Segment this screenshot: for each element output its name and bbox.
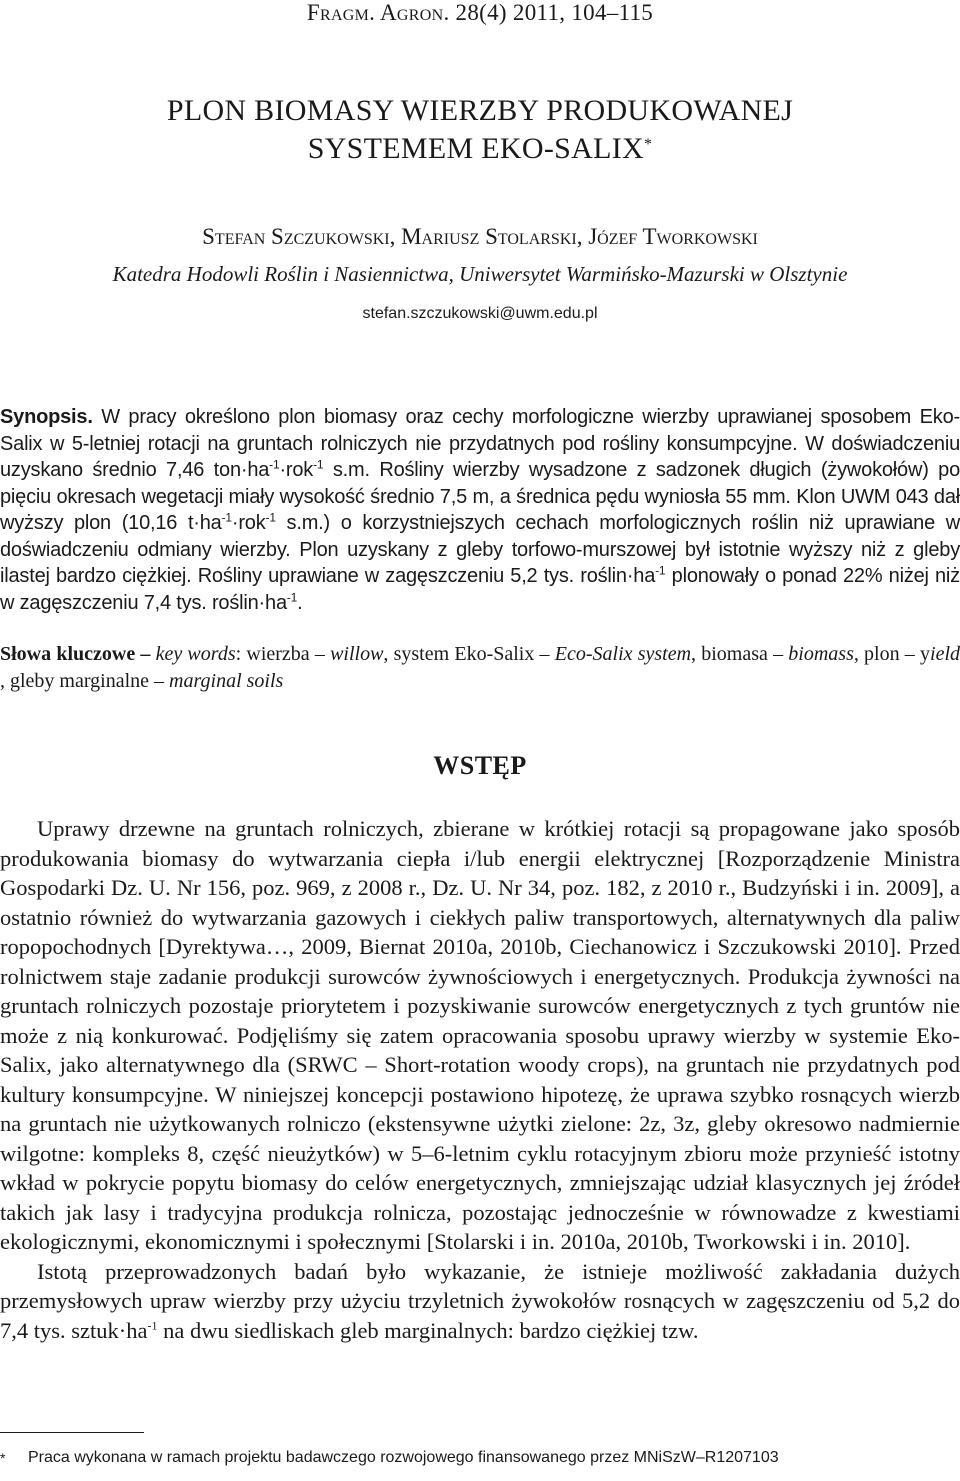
keyword-4-pl: , plon – y — [853, 643, 931, 665]
synopsis-text-6: plonowały o ponad 22% niżej niż w zagęszczeniu 7,4 tys. roślin·ha — [0, 565, 960, 614]
synopsis-sup-4: -1 — [265, 510, 276, 525]
keyword-4-en: ield — [930, 643, 960, 665]
keyword-1-en: willow — [330, 643, 384, 665]
synopsis-text-1: W pracy określono plon biomasy oraz cechy morfologiczne wierzby uprawianej sposobem Eko-Salix w 5-letniej rotacji na gruntach rolniczych nie przydatnych pod rośliny konsumpcyjne. W doświadczeniu uzyskano średnio 7,46 ton·ha — [0, 406, 960, 481]
keyword-2-en: Eco-Salix system — [554, 643, 692, 665]
synopsis-sup-5: -1 — [655, 563, 666, 578]
journal-header: Fragm. Agron. 28(4) 2011, 104–115 — [306, 0, 654, 25]
keyword-5-en: marginal soils — [169, 670, 284, 692]
synopsis-sup-2: -1 — [313, 457, 324, 472]
body-paragraph-2-text-2: na dwu siedliskach gleb marginalnych: bardzo ciężkiej tzw. — [157, 1317, 699, 1343]
title-line-2-text: SYSTEMEM EKO-SALIX — [307, 132, 644, 165]
body-text — [0, 814, 960, 1345]
author-email: stefan.szczukowski@uwm.edu.pl — [362, 305, 598, 322]
keyword-5-pl: , gleby marginalne – — [0, 670, 170, 692]
keywords-label-en: key words — [150, 643, 236, 665]
title-footnote-marker: * — [643, 136, 653, 153]
footnote-marker: * — [0, 1450, 6, 1466]
keywords-label: Słowa kluczowe – — [0, 643, 151, 665]
body-paragraph-2-sup: -1 — [147, 1318, 158, 1332]
synopsis-sup-1: -1 — [269, 457, 280, 472]
synopsis-sup-3: -1 — [221, 510, 232, 525]
synopsis-text-7: . — [297, 591, 303, 614]
author-list: Stefan Szczukowski, Mariusz Stolarski, Józef Tworkowski — [202, 224, 758, 249]
keyword-3-pl: , biomasa – — [691, 643, 789, 665]
synopsis — [0, 404, 960, 616]
body-paragraph-1: Uprawy drzewne na gruntach rolniczych, zbierane w krótkiej rotacji są propagowane jako sposób produkowania biomasy do wytwarzania ciepła i/lub energii elektrycznej [Rozporządzenie Ministra Gospodarki Dz. U. Nr 156, poz. 969, z 2008 r., Dz. U. Nr 34, poz. 182, z 2010 r., Budzyński i in. 2009], a ostatnio również do wytwarzania gazowych i ciekłych paliw transportowych, alternatywnych dla paliw ropopochodnych [Dyrektywa…, 2009, Biernat 2010a, 2010b, Ciechanowicz i Szczukowski 2010]. Przed rolnictwem staje zadanie produkcji surowców żywnościowych i energetycznych. Produkcja żywności na gruntach rolniczych pozostaje priorytetem i pozyskiwanie surowców energetycznych z tych gruntów nie może z nią konkurować. Podjęliśmy się zatem opracowania sposobu uprawy wierzby w systemie Eko-Salix, jako alternatywnego dla (SRWC – Short-rotation woody crops), na gruntach nie przydatnych pod kultury konsumpcyjne. W niniejszej koncepcji postawiono hipotezę, że uprawa szybko rosnących wierzb na gruntach nie użytkowanych rolniczo (ekstensywne użytki zielone: 2z, 3z, gleby okresowo nadmiernie wilgotne: kompleks 8, część nieużytków) w 5–6-letnim cyklu rotacyjnym zbioru może przynieść istotny wkład w pokrycie popytu biomasy do celów energetycznych, zmniejszając udział klasycznych jej źródeł takich jak lasy i tradycyjna produkcja rolnicza, pozostając jednocześnie w równowadze z kwestiami ekologicznymi, ekonomicznymi i społecznymi [Stolarski i in. 2010a, 2010b, Tworkowski i in. 2010]. — [0, 816, 960, 1254]
footnote-text: Praca wykonana w ramach projektu badawczego rozwojowego finansowanego przez MNiSzW–R1207103 — [28, 1449, 779, 1466]
affiliation: Katedra Hodowli Roślin i Nasiennictwa, Uniwersytet Warmińsko-Mazurski w Olsztynie — [112, 262, 848, 286]
title-line-1: PLON BIOMASY WIERZBY PRODUKOWANEJ — [166, 94, 794, 127]
synopsis-text-5: s.m.) o korzystniejszych cechach morfologicznych roślin niż uprawiane w doświadczeniu odmiany wierzby. Plon uzyskany z gleby torfowo-murszowej był istotnie wyższy niż z gleby ilastej bardzo ciężkiej. Rośliny uprawiane w zagęszczeniu 5,2 tys. roślin·ha — [0, 512, 960, 587]
keywords — [0, 641, 960, 695]
title-line-2 — [0, 130, 960, 168]
keyword-2-pl: , system Eko-Salix – — [383, 643, 555, 665]
body-paragraph-2 — [0, 1257, 960, 1346]
section-heading: WSTĘP — [433, 751, 527, 780]
keyword-3-en: biomass — [788, 643, 854, 665]
footnote-divider — [0, 1432, 144, 1433]
keywords-colon: : — [235, 643, 247, 665]
paper-title — [0, 92, 960, 168]
keyword-1-pl: wierzba – — [246, 643, 331, 665]
body-paragraph-2-text-1: Istotą przeprowadzonych badań było wykazanie, że istnieje możliwość zakładania dużych przemysłowych upraw wierzby przy użyciu trzyletnich żywokołów rosnących w zagęszczeniu od 5,2 do 7,4 tys. sztuk·ha — [0, 1258, 960, 1343]
synopsis-sup-6: -1 — [286, 589, 298, 604]
synopsis-text-3: s.m. Rośliny wierzby wysadzone z sadzonek długich (żywokołów) po pięciu okresach wegetacji miały wysokość średnio 7,5 m, a średnica pędu wyniosła 55 mm. Klon UWM 043 dał wyższy plon (10,16 t·ha — [0, 459, 960, 534]
synopsis-text-4: ·rok — [231, 512, 266, 534]
synopsis-text-2: ·rok — [279, 459, 314, 481]
footnote — [0, 1447, 960, 1469]
synopsis-label: Synopsis. — [0, 406, 93, 428]
